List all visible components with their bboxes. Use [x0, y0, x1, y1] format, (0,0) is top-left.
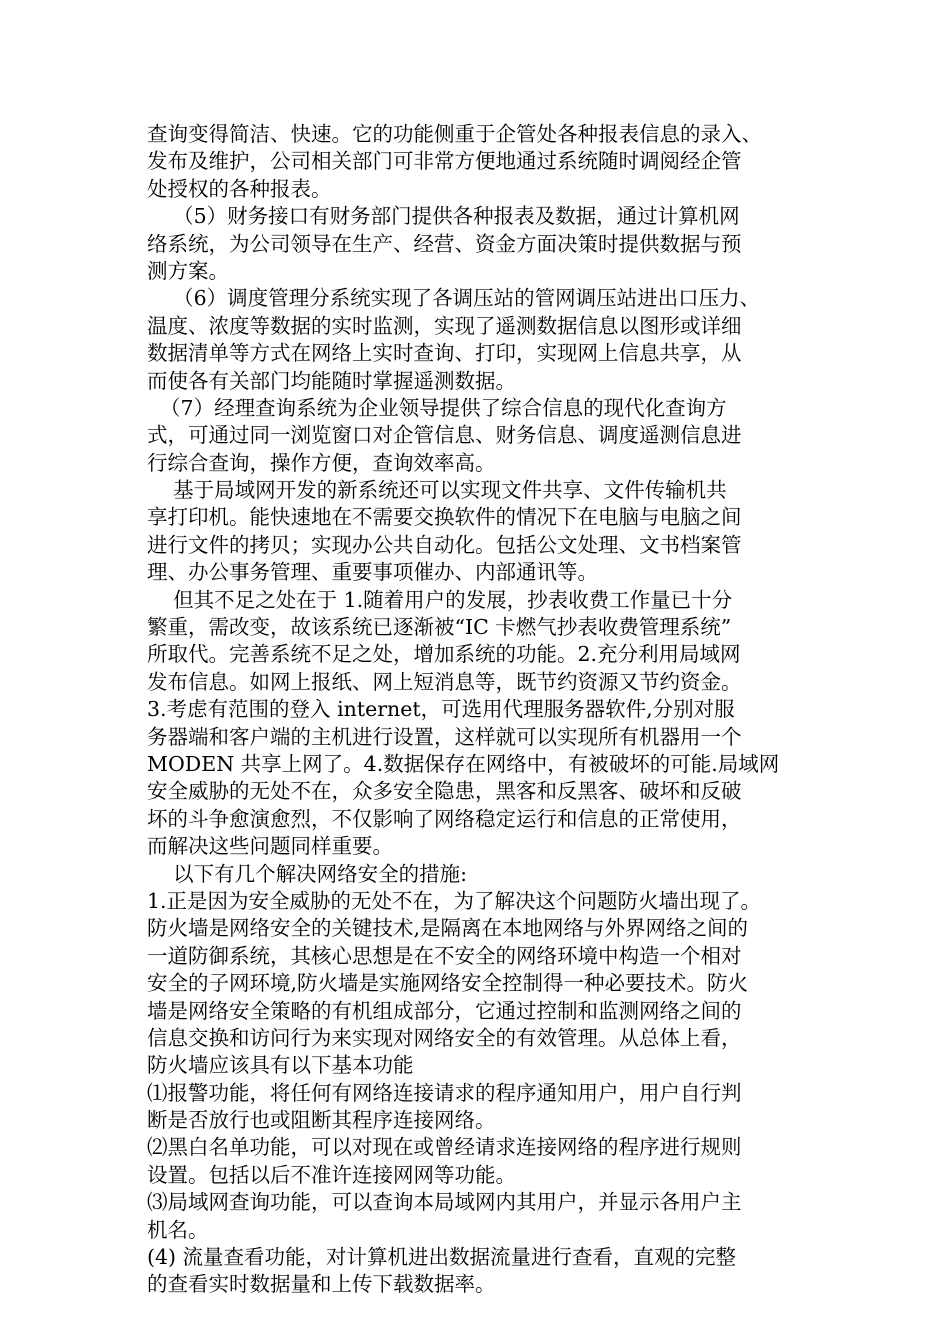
text-line: 墙是网络安全策略的有机组成部分，它通过控制和监测网络之间的 [147, 998, 742, 1023]
text-line: 温度、浓度等数据的实时监测，实现了遥测数据信息以图形或详细 [147, 313, 742, 338]
text-line: 基于局域网开发的新系统还可以实现文件共享、文件传输机共 [147, 478, 727, 503]
text-line: 的查看实时数据量和上传下载数据率。 [147, 1272, 496, 1297]
text-line: （5）财务接口有财务部门提供各种报表及数据，通过计算机网 [147, 204, 740, 229]
text-line: 发布信息。如网上报纸、网上短消息等，既节约资源又节约资金。 [147, 669, 742, 694]
text-line: 处授权的各种报表。 [147, 176, 332, 201]
text-line: 测方案。 [147, 258, 229, 283]
text-line: ⑴报警功能，将任何有网络连接请求的程序通知用户，用户自行判 [147, 1080, 742, 1105]
text-line: 而解决这些问题同样重要。 [147, 834, 393, 859]
text-line: 所取代。完善系统不足之处，增加系统的功能。2.充分利用局域网 [147, 642, 741, 667]
text-line: 信息交换和访问行为来实现对网络安全的有效管理。从总体上看， [147, 1025, 742, 1050]
text-line: 防火墙应该具有以下基本功能 [147, 1053, 414, 1078]
text-line: 数据清单等方式在网络上实时查询、打印，实现网上信息共享，从 [147, 341, 742, 366]
text-line: 以下有几个解决网络安全的措施: [147, 861, 467, 886]
text-line: 发布及维护，公司相关部门可非常方便地通过系统随时调阅经企管 [147, 149, 742, 174]
text-line: (4) 流量查看功能，对计算机进出数据流量进行查看，直观的完整 [147, 1245, 737, 1270]
text-line: 络系统，为公司领导在生产、经营、资金方面决策时提供数据与预 [147, 231, 742, 256]
text-line: 而使各有关部门均能随时掌握遥测数据。 [147, 368, 516, 393]
text-line: 行综合查询，操作方便，查询效率高。 [147, 450, 496, 475]
text-line: 机名。 [147, 1217, 209, 1242]
text-line: 安全的子网环境,防火墙是实施网络安全控制得一种必要技术。防火 [147, 971, 749, 996]
text-line: 理、办公事务管理、重要事项催办、内部通讯等。 [147, 560, 598, 585]
text-line: ⑶局域网查询功能，可以查询本局域网内其用户，并显示各用户主 [147, 1190, 742, 1215]
text-line: 享打印机。能快速地在不需要交换软件的情况下在电脑与电脑之间 [147, 505, 742, 530]
text-line: 防火墙是网络安全的关键技术,是隔离在本地网络与外界网络之间的 [147, 916, 749, 941]
text-line: 式，可通过同一浏览窗口对企管信息、财务信息、调度遥测信息进 [147, 423, 742, 448]
document-body [147, 121, 821, 1299]
text-line: 3.考虑有范围的登入 internet，可选用代理服务器软件,分别对服 [147, 697, 735, 722]
text-line: 一道防御系统，其核心思想是在不安全的网络环境中构造一个相对 [147, 943, 742, 968]
text-line: 查询变得简洁、快速。它的功能侧重于企管处各种报表信息的录入、 [147, 122, 762, 146]
text-line: 安全威胁的无处不在，众多安全隐患，黑客和反黑客、破坏和反破 [147, 779, 742, 804]
text-line: 进行文件的拷贝；实现办公共自动化。包括公文处理、文书档案管 [147, 532, 742, 557]
text-line: 设置。包括以后不准许连接网网等功能。 [147, 1162, 516, 1187]
text-line: ⑵黑白名单功能，可以对现在或曾经请求连接网络的程序进行规则 [147, 1135, 742, 1160]
text-line: 务器端和客户端的主机进行设置，这样就可以实现所有机器用一个 [147, 724, 742, 749]
text-line: 断是否放行也或阻断其程序连接网络。 [147, 1108, 496, 1133]
text-line: 1.正是因为安全威胁的无处不在，为了解决这个问题防火墙出现了。 [147, 888, 762, 913]
text-line: 繁重，需改变，故该系统已逐渐被“IC 卡燃气抄表收费管理系统” [147, 615, 732, 640]
text-line: 但其不足之处在于 1.随着用户的发展，抄表收费工作量已十分 [147, 587, 733, 612]
text-line: MODEN 共享上网了。4.数据保存在网络中，有被破坏的可能.局域网 [147, 751, 780, 776]
text-line: （7）经理查询系统为企业领导提供了综合信息的现代化查询方 [147, 395, 727, 420]
text-line: 坏的斗争愈演愈烈，不仅影响了网络稳定运行和信息的正常使用， [147, 806, 742, 831]
text-line: （6）调度管理分系统实现了各调压站的管网调压站进出口压力、 [147, 286, 761, 311]
